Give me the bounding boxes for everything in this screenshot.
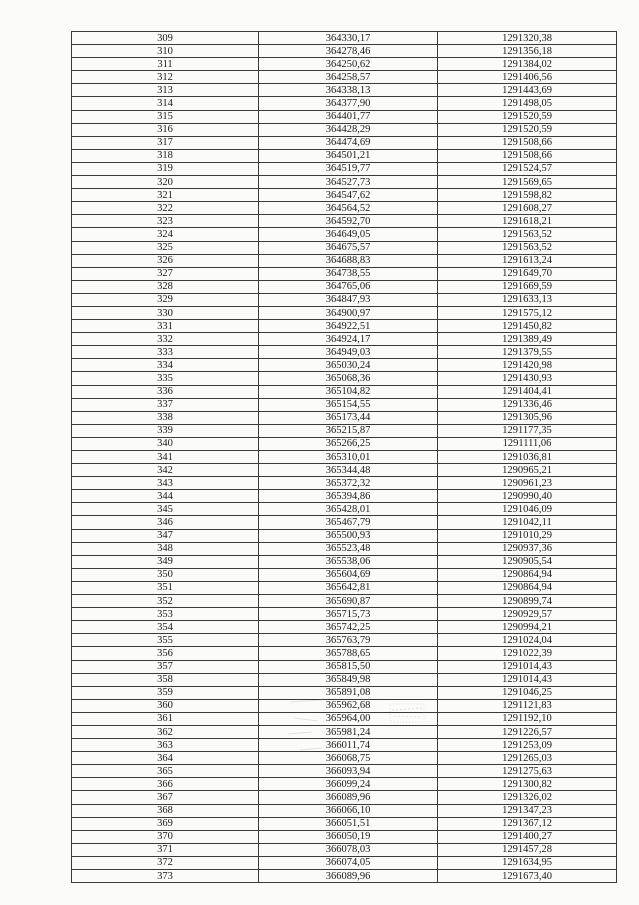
point-number-cell: 321 [72,189,259,202]
point-number-cell: 364 [72,752,259,765]
table-row [72,804,617,817]
x-coordinate-cell: 364258,57 [259,71,438,84]
y-coordinate-cell: 1291633,13 [438,293,617,306]
point-number-cell: 322 [72,202,259,215]
table-row [72,686,617,699]
x-coordinate-cell: 365538,06 [259,555,438,568]
point-number-cell: 361 [72,712,259,725]
y-coordinate-cell: 1291275,63 [438,765,617,778]
point-number-cell: 350 [72,568,259,581]
y-coordinate-cell: 1291192,10 [438,712,617,725]
y-coordinate-cell: 1291042,11 [438,516,617,529]
x-coordinate-cell: 366099,24 [259,778,438,791]
point-number-cell: 319 [72,162,259,175]
x-coordinate-cell: 364377,90 [259,97,438,110]
table-row [72,280,617,293]
table-row [72,542,617,555]
table-row [72,830,617,843]
y-coordinate-cell: 1291024,04 [438,634,617,647]
table-row [72,228,617,241]
point-number-cell: 320 [72,176,259,189]
y-coordinate-cell: 1291457,28 [438,843,617,856]
y-coordinate-cell: 1291498,05 [438,97,617,110]
point-number-cell: 318 [72,149,259,162]
x-coordinate-cell: 364924,17 [259,333,438,346]
x-coordinate-cell: 364501,21 [259,149,438,162]
table-row [72,110,617,123]
x-coordinate-cell: 366066,10 [259,804,438,817]
y-coordinate-cell: 1291613,24 [438,254,617,267]
x-coordinate-cell: 365763,79 [259,634,438,647]
point-number-cell: 352 [72,595,259,608]
x-coordinate-cell: 366051,51 [259,817,438,830]
x-coordinate-cell: 365962,68 [259,699,438,712]
y-coordinate-cell: 1291046,09 [438,503,617,516]
y-coordinate-cell: 1291508,66 [438,149,617,162]
y-coordinate-cell: 1291649,70 [438,267,617,280]
x-coordinate-cell: 364250,62 [259,58,438,71]
x-coordinate-cell: 365173,44 [259,411,438,424]
x-coordinate-cell: 365428,01 [259,503,438,516]
table-row [72,765,617,778]
table-row [72,608,617,621]
table-row [72,149,617,162]
y-coordinate-cell: 1291014,43 [438,673,617,686]
y-coordinate-cell: 1291524,57 [438,162,617,175]
table-row [72,97,617,110]
table-row [72,45,617,58]
point-number-cell: 348 [72,542,259,555]
x-coordinate-cell: 365849,98 [259,673,438,686]
y-coordinate-cell: 1291443,69 [438,84,617,97]
y-coordinate-cell: 1291400,27 [438,830,617,843]
point-number-cell: 341 [72,451,259,464]
y-coordinate-cell: 1291367,12 [438,817,617,830]
y-coordinate-cell: 1290864,94 [438,581,617,594]
y-coordinate-cell: 1291598,82 [438,189,617,202]
x-coordinate-cell: 366011,74 [259,739,438,752]
table-row [72,699,617,712]
y-coordinate-cell: 1291420,98 [438,359,617,372]
table-row [72,725,617,738]
table-row [72,372,617,385]
table-row [72,398,617,411]
table-row [72,712,617,725]
table-row [72,477,617,490]
x-coordinate-cell: 364765,06 [259,280,438,293]
point-number-cell: 324 [72,228,259,241]
y-coordinate-cell: 1291520,59 [438,123,617,136]
point-number-cell: 362 [72,725,259,738]
y-coordinate-cell: 1291575,12 [438,306,617,319]
point-number-cell: 355 [72,634,259,647]
table-row [72,791,617,804]
point-number-cell: 358 [72,673,259,686]
x-coordinate-cell: 366089,96 [259,791,438,804]
coordinates-table-body [72,32,617,883]
y-coordinate-cell: 1291121,83 [438,699,617,712]
x-coordinate-cell: 364900,97 [259,306,438,319]
x-coordinate-cell: 364688,83 [259,254,438,267]
table-row [72,32,617,45]
point-number-cell: 349 [72,555,259,568]
point-number-cell: 335 [72,372,259,385]
table-row [72,660,617,673]
y-coordinate-cell: 1291563,52 [438,241,617,254]
point-number-cell: 327 [72,267,259,280]
table-row [72,621,617,634]
point-number-cell: 363 [72,739,259,752]
point-number-cell: 316 [72,123,259,136]
x-coordinate-cell: 364278,46 [259,45,438,58]
y-coordinate-cell: 1290961,23 [438,477,617,490]
x-coordinate-cell: 364675,57 [259,241,438,254]
table-row [72,176,617,189]
point-number-cell: 317 [72,136,259,149]
x-coordinate-cell: 365154,55 [259,398,438,411]
x-coordinate-cell: 365266,25 [259,437,438,450]
y-coordinate-cell: 1290929,57 [438,608,617,621]
y-coordinate-cell: 1291226,57 [438,725,617,738]
x-coordinate-cell: 364474,69 [259,136,438,149]
y-coordinate-cell: 1291253,09 [438,739,617,752]
y-coordinate-cell: 1291404,41 [438,385,617,398]
table-row [72,136,617,149]
point-number-cell: 311 [72,58,259,71]
x-coordinate-cell: 364847,93 [259,293,438,306]
point-number-cell: 337 [72,398,259,411]
coordinates-table [71,31,617,883]
point-number-cell: 329 [72,293,259,306]
table-row [72,647,617,660]
point-number-cell: 371 [72,843,259,856]
x-coordinate-cell: 364527,73 [259,176,438,189]
y-coordinate-cell: 1290994,21 [438,621,617,634]
table-row [72,385,617,398]
x-coordinate-cell: 365715,73 [259,608,438,621]
table-row [72,856,617,869]
x-coordinate-cell: 365742,25 [259,621,438,634]
table-row [72,254,617,267]
x-coordinate-cell: 364519,77 [259,162,438,175]
y-coordinate-cell: 1290905,54 [438,555,617,568]
table-row [72,162,617,175]
table-row [72,267,617,280]
y-coordinate-cell: 1291634,95 [438,856,617,869]
point-number-cell: 365 [72,765,259,778]
x-coordinate-cell: 365500,93 [259,529,438,542]
point-number-cell: 345 [72,503,259,516]
y-coordinate-cell: 1291305,96 [438,411,617,424]
y-coordinate-cell: 1291669,59 [438,280,617,293]
x-coordinate-cell: 365344,48 [259,464,438,477]
y-coordinate-cell: 1291320,38 [438,32,617,45]
table-row [72,634,617,647]
table-row [72,123,617,136]
point-number-cell: 328 [72,280,259,293]
point-number-cell: 368 [72,804,259,817]
table-row [72,503,617,516]
y-coordinate-cell: 1291300,82 [438,778,617,791]
table-row [72,293,617,306]
x-coordinate-cell: 365964,00 [259,712,438,725]
point-number-cell: 360 [72,699,259,712]
x-coordinate-cell: 365788,65 [259,647,438,660]
y-coordinate-cell: 1291265,03 [438,752,617,765]
point-number-cell: 332 [72,333,259,346]
point-number-cell: 310 [72,45,259,58]
y-coordinate-cell: 1291608,27 [438,202,617,215]
x-coordinate-cell: 365104,82 [259,385,438,398]
point-number-cell: 309 [72,32,259,45]
point-number-cell: 339 [72,424,259,437]
y-coordinate-cell: 1291326,02 [438,791,617,804]
table-row [72,359,617,372]
point-number-cell: 346 [72,516,259,529]
point-number-cell: 367 [72,791,259,804]
table-row [72,320,617,333]
table-row [72,595,617,608]
x-coordinate-cell: 365372,32 [259,477,438,490]
point-number-cell: 370 [72,830,259,843]
table-row [72,346,617,359]
y-coordinate-cell: 1291014,43 [438,660,617,673]
y-coordinate-cell: 1291563,52 [438,228,617,241]
table-row [72,84,617,97]
point-number-cell: 342 [72,464,259,477]
table-row [72,241,617,254]
y-coordinate-cell: 1290864,94 [438,568,617,581]
table-row [72,58,617,71]
point-number-cell: 334 [72,359,259,372]
y-coordinate-cell: 1291379,55 [438,346,617,359]
table-row [72,490,617,503]
y-coordinate-cell: 1291508,66 [438,136,617,149]
table-row [72,673,617,686]
table-row [72,555,617,568]
table-row [72,333,617,346]
point-number-cell: 366 [72,778,259,791]
y-coordinate-cell: 1291406,56 [438,71,617,84]
x-coordinate-cell: 364428,29 [259,123,438,136]
table-row [72,752,617,765]
y-coordinate-cell: 1291177,35 [438,424,617,437]
x-coordinate-cell: 365642,81 [259,581,438,594]
y-coordinate-cell: 1291569,65 [438,176,617,189]
y-coordinate-cell: 1291450,82 [438,320,617,333]
x-coordinate-cell: 365815,50 [259,660,438,673]
table-row [72,568,617,581]
point-number-cell: 325 [72,241,259,254]
point-number-cell: 344 [72,490,259,503]
table-row [72,739,617,752]
point-number-cell: 331 [72,320,259,333]
x-coordinate-cell: 366078,03 [259,843,438,856]
table-row [72,215,617,228]
point-number-cell: 359 [72,686,259,699]
x-coordinate-cell: 365604,69 [259,568,438,581]
x-coordinate-cell: 364649,05 [259,228,438,241]
table-row [72,817,617,830]
x-coordinate-cell: 366068,75 [259,752,438,765]
point-number-cell: 313 [72,84,259,97]
y-coordinate-cell: 1291046,25 [438,686,617,699]
y-coordinate-cell: 1290937,36 [438,542,617,555]
point-number-cell: 338 [72,411,259,424]
x-coordinate-cell: 365394,86 [259,490,438,503]
point-number-cell: 330 [72,306,259,319]
point-number-cell: 314 [72,97,259,110]
table-row [72,464,617,477]
table-row [72,189,617,202]
x-coordinate-cell: 365030,24 [259,359,438,372]
x-coordinate-cell: 364592,70 [259,215,438,228]
table-row [72,529,617,542]
x-coordinate-cell: 364564,52 [259,202,438,215]
x-coordinate-cell: 366089,96 [259,870,438,883]
x-coordinate-cell: 364949,03 [259,346,438,359]
point-number-cell: 333 [72,346,259,359]
point-number-cell: 354 [72,621,259,634]
x-coordinate-cell: 365467,79 [259,516,438,529]
y-coordinate-cell: 1291010,29 [438,529,617,542]
point-number-cell: 357 [72,660,259,673]
point-number-cell: 369 [72,817,259,830]
table-row [72,202,617,215]
y-coordinate-cell: 1291111,06 [438,437,617,450]
y-coordinate-cell: 1291036,81 [438,451,617,464]
y-coordinate-cell: 1291384,02 [438,58,617,71]
x-coordinate-cell: 364330,17 [259,32,438,45]
point-number-cell: 312 [72,71,259,84]
point-number-cell: 347 [72,529,259,542]
table-row [72,581,617,594]
point-number-cell: 340 [72,437,259,450]
y-coordinate-cell: 1291618,21 [438,215,617,228]
table-row [72,778,617,791]
point-number-cell: 351 [72,581,259,594]
y-coordinate-cell: 1290899,74 [438,595,617,608]
table-row [72,437,617,450]
point-number-cell: 343 [72,477,259,490]
x-coordinate-cell: 365690,87 [259,595,438,608]
table-row [72,306,617,319]
x-coordinate-cell: 364738,55 [259,267,438,280]
y-coordinate-cell: 1291520,59 [438,110,617,123]
table-row [72,71,617,84]
y-coordinate-cell: 1291356,18 [438,45,617,58]
x-coordinate-cell: 365068,36 [259,372,438,385]
x-coordinate-cell: 366074,05 [259,856,438,869]
x-coordinate-cell: 365215,87 [259,424,438,437]
x-coordinate-cell: 365523,48 [259,542,438,555]
y-coordinate-cell: 1291389,49 [438,333,617,346]
x-coordinate-cell: 366050,19 [259,830,438,843]
x-coordinate-cell: 366093,94 [259,765,438,778]
point-number-cell: 315 [72,110,259,123]
y-coordinate-cell: 1291673,40 [438,870,617,883]
table-row [72,870,617,883]
table-row [72,843,617,856]
y-coordinate-cell: 1291347,23 [438,804,617,817]
y-coordinate-cell: 1290990,40 [438,490,617,503]
x-coordinate-cell: 364401,77 [259,110,438,123]
x-coordinate-cell: 365310,01 [259,451,438,464]
point-number-cell: 336 [72,385,259,398]
x-coordinate-cell: 364547,62 [259,189,438,202]
y-coordinate-cell: 1291336,46 [438,398,617,411]
y-coordinate-cell: 1290965,21 [438,464,617,477]
y-coordinate-cell: 1291430,93 [438,372,617,385]
point-number-cell: 372 [72,856,259,869]
x-coordinate-cell: 364922,51 [259,320,438,333]
x-coordinate-cell: 364338,13 [259,84,438,97]
y-coordinate-cell: 1291022,39 [438,647,617,660]
table-row [72,424,617,437]
x-coordinate-cell: 365891,08 [259,686,438,699]
point-number-cell: 356 [72,647,259,660]
point-number-cell: 326 [72,254,259,267]
table-row [72,516,617,529]
point-number-cell: 373 [72,870,259,883]
point-number-cell: 353 [72,608,259,621]
table-row [72,411,617,424]
table-row [72,451,617,464]
x-coordinate-cell: 365981,24 [259,725,438,738]
point-number-cell: 323 [72,215,259,228]
